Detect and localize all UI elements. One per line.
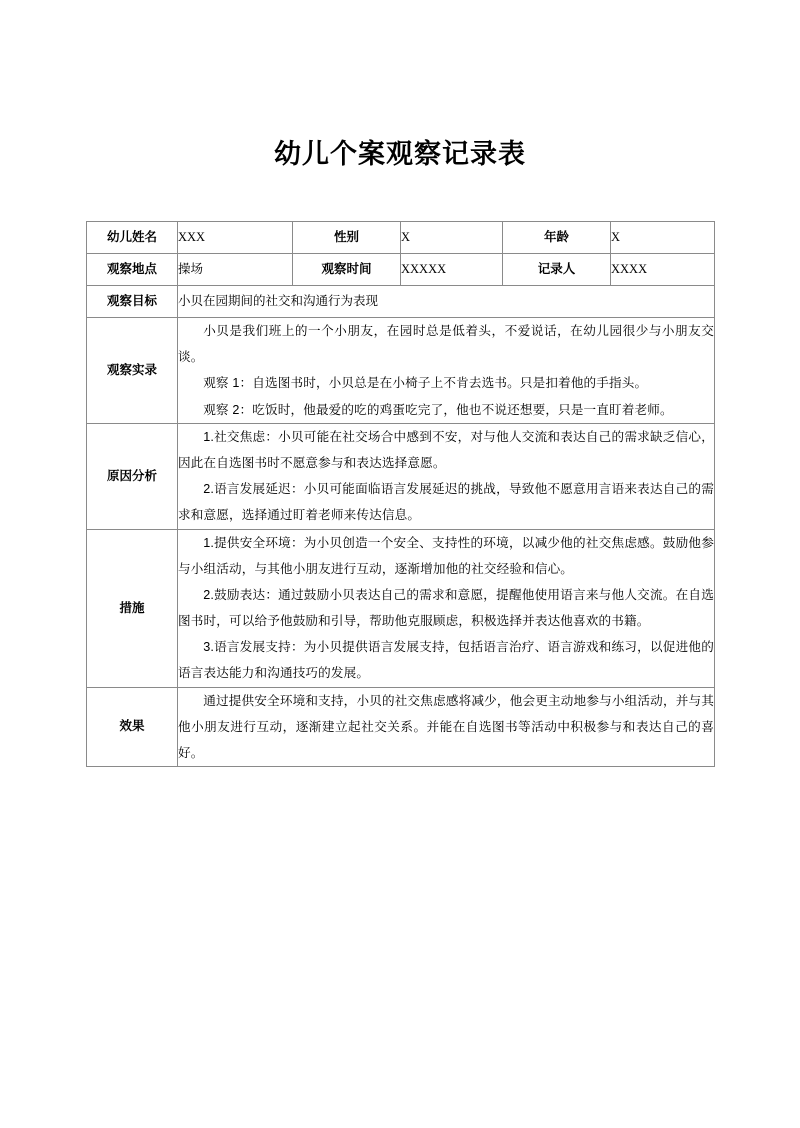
table-row-target bbox=[87, 286, 715, 318]
value-cause-analysis bbox=[178, 423, 715, 529]
label-recorder: 记录人 bbox=[503, 254, 611, 286]
value-effect bbox=[178, 687, 715, 767]
label-observation-place: 观察地点 bbox=[87, 254, 178, 286]
label-measures: 措施 bbox=[87, 529, 178, 687]
label-gender: 性别 bbox=[293, 222, 401, 254]
label-effect: 效果 bbox=[87, 687, 178, 767]
value-child-name: XXX bbox=[178, 222, 293, 254]
page-title: 幼儿个案观察记录表 bbox=[274, 139, 526, 169]
table-row-place bbox=[87, 254, 715, 286]
analysis-paragraph: 1.社交焦虑：小贝可能在社交场合中感到不安，对与他人交流和表达自己的需求缺乏信心，因此在自选图书时不愿意参与和表达选择意愿。 bbox=[178, 429, 714, 470]
table-row-measures bbox=[87, 529, 715, 687]
record-paragraph: 观察 2：吃饭时，他最爱的吃的鸡蛋吃完了，他也不说还想要，只是一直盯着老师。 bbox=[203, 402, 673, 417]
label-child-name: 幼儿姓名 bbox=[87, 222, 178, 254]
table-row-record bbox=[87, 318, 715, 424]
label-observation-target: 观察目标 bbox=[87, 286, 178, 318]
table-row-effect bbox=[87, 687, 715, 767]
table-row-name bbox=[87, 222, 715, 254]
value-observation-record bbox=[178, 318, 715, 424]
measure-paragraph: 1.提供安全环境：为小贝创造一个安全、支持性的环境，以减少他的社交焦虑感。鼓励他参与小组活动，与其他小朋友进行互动，逐渐增加他的社交经验和信心。 bbox=[178, 535, 714, 576]
value-age: X bbox=[611, 222, 715, 254]
value-observation-place: 操场 bbox=[178, 254, 293, 286]
label-cause-analysis: 原因分析 bbox=[87, 423, 178, 529]
measure-paragraph: 3.语言发展支持：为小贝提供语言发展支持，包括语言治疗、语言游戏和练习，以促进他的语言表达能力和沟通技巧的发展。 bbox=[178, 640, 714, 681]
observation-record-table bbox=[86, 221, 715, 767]
analysis-paragraph: 2.语言发展延迟：小贝可能面临语言发展延迟的挑战，导致他不愿意用言语来表达自己的需求和意愿，选择通过盯着老师来传达信息。 bbox=[178, 482, 714, 523]
label-age: 年龄 bbox=[503, 222, 611, 254]
label-observation-time: 观察时间 bbox=[293, 254, 401, 286]
value-observation-time: XXXXX bbox=[401, 254, 503, 286]
record-paragraph: 小贝是我们班上的一个小朋友，在园时总是低着头，不爱说话，在幼儿园很少与小朋友交谈。 bbox=[178, 324, 714, 365]
value-observation-target: 小贝在园期间的社交和沟通行为表现 bbox=[178, 286, 715, 318]
value-recorder: XXXX bbox=[611, 254, 715, 286]
measure-paragraph: 2.鼓励表达：通过鼓励小贝表达自己的需求和意愿，提醒他使用语言来与他人交流。在自选图书时，可以给予他鼓励和引导，帮助他克服顾虑，积极选择并表达他喜欢的书籍。 bbox=[178, 587, 714, 629]
value-measures bbox=[178, 529, 715, 687]
effect-paragraph: 通过提供安全环境和支持，小贝的社交焦虑感将减少，他会更主动地参与小组活动，并与其他小朋友进行互动，逐渐建立起社交关系。并能在自选图书等活动中积极参与和表达自己的喜好。 bbox=[178, 693, 714, 760]
record-paragraph: 观察 1：自选图书时，小贝总是在小椅子上不肯去选书。只是扣着他的手指头。 bbox=[203, 376, 648, 391]
value-gender: X bbox=[401, 222, 503, 254]
label-observation-record: 观察实录 bbox=[87, 318, 178, 424]
table-row-analysis bbox=[87, 423, 715, 529]
